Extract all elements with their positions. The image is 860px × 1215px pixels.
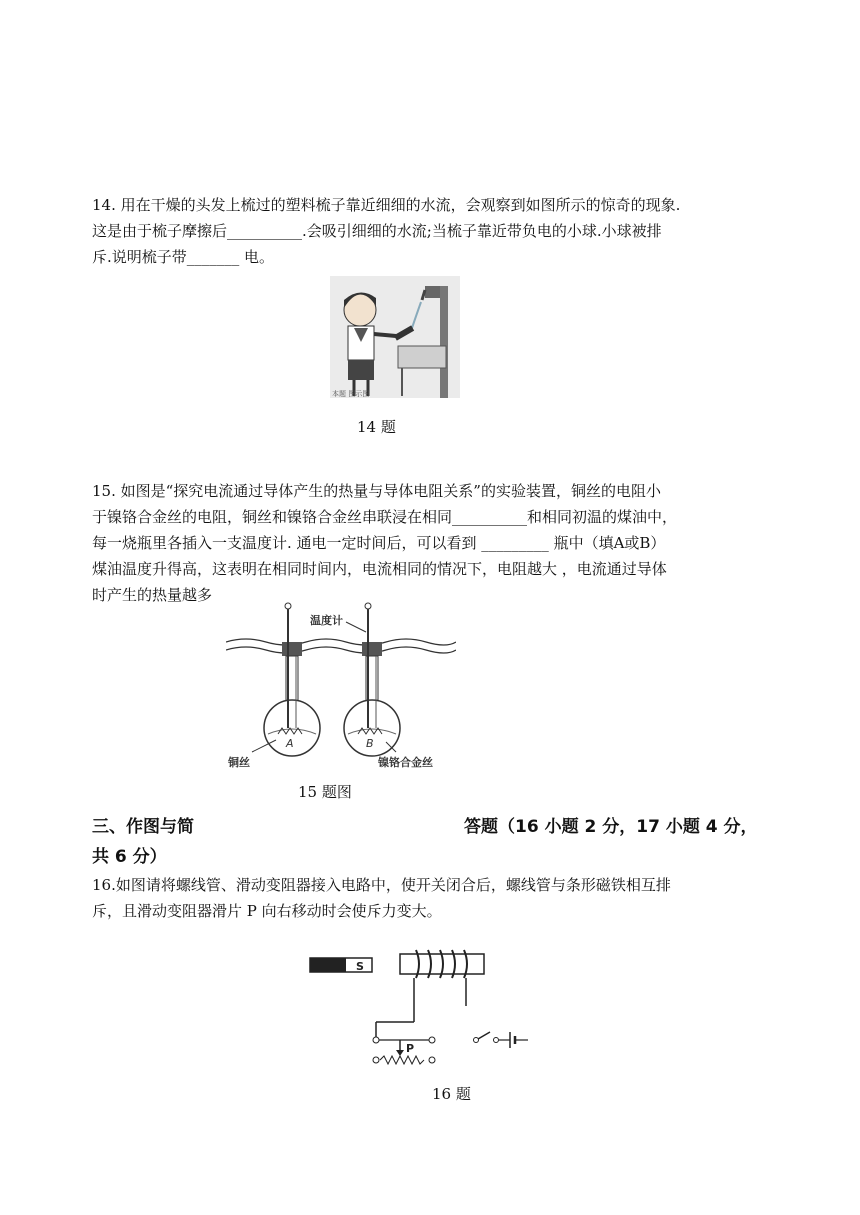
q15-figure-flasks — [226, 602, 456, 777]
magnet-s-label: S — [356, 960, 364, 973]
q16-line-1: 16.如图请将螺线管、滑动变阻器接入电路中，使开关闭合后，螺线管与条形磁铁相互排 — [92, 876, 671, 894]
q16-figure-circuit — [300, 944, 540, 1068]
q15-line-3: 每一烧瓶里各插入一支温度计. 通电一定时间后，可以看到 _________ 瓶中（填A或B） — [92, 534, 666, 552]
section-3-heading-right: 答题（16 小题 2 分，17 小题 4 分， — [464, 817, 758, 837]
flask-a-label: A — [286, 737, 294, 750]
q15-caption: 15 题图 — [298, 783, 352, 801]
svg-text:本题 图示图: 本题 图示图 — [332, 390, 370, 398]
q16-line-2: 斥，且滑动变阻器滑片 P 向右移动时会使斥力变大。 — [92, 902, 442, 920]
q14-line-2: 这是由于梳子摩擦后__________.会吸引细细的水流;当梳子靠近带负电的小球.小球被排 — [92, 222, 662, 240]
q14-caption: 14 题 — [357, 418, 396, 436]
section-3-heading-left: 三、作图与简 — [92, 817, 194, 837]
nichrome-wire-label: 镍铬合金丝 — [378, 756, 433, 769]
q16-caption: 16 题 — [432, 1085, 471, 1103]
question-16-text — [92, 872, 782, 924]
slider-p-label: P — [406, 1042, 415, 1055]
section-3-heading-line2: 共 6 分） — [92, 847, 167, 867]
flask-b-label: B — [366, 737, 374, 750]
q15-line-4: 煤油温度升得高，这表明在相同时间内，电流相同的情况下，电阻越大 ，电流通过导体 — [92, 560, 667, 578]
q15-line-1: 15. 如图是“探究电流通过导体产生的热量与导体电阻关系”的实验装置，铜丝的电阻小 — [92, 482, 661, 500]
q15-line-5: 时产生的热量越多 — [92, 586, 213, 604]
copper-wire-label: 铜丝 — [228, 756, 250, 769]
question-15-text — [92, 478, 782, 608]
thermometer-label: 温度计 — [310, 614, 343, 627]
q14-line-3: 斥.说明梳子带_______ 电。 — [92, 248, 275, 266]
q15-line-2: 于镍铬合金丝的电阻，铜丝和镍铬合金丝串联浸在相同__________和相同初温的煤油中， — [92, 508, 678, 526]
q14-figure-girl-comb-water — [330, 276, 460, 398]
q14-line-1: 14. 用在干燥的头发上梳过的塑料梳子靠近细细的水流，会观察到如图所示的惊奇的现象. — [92, 196, 681, 214]
question-14-text — [92, 192, 782, 270]
